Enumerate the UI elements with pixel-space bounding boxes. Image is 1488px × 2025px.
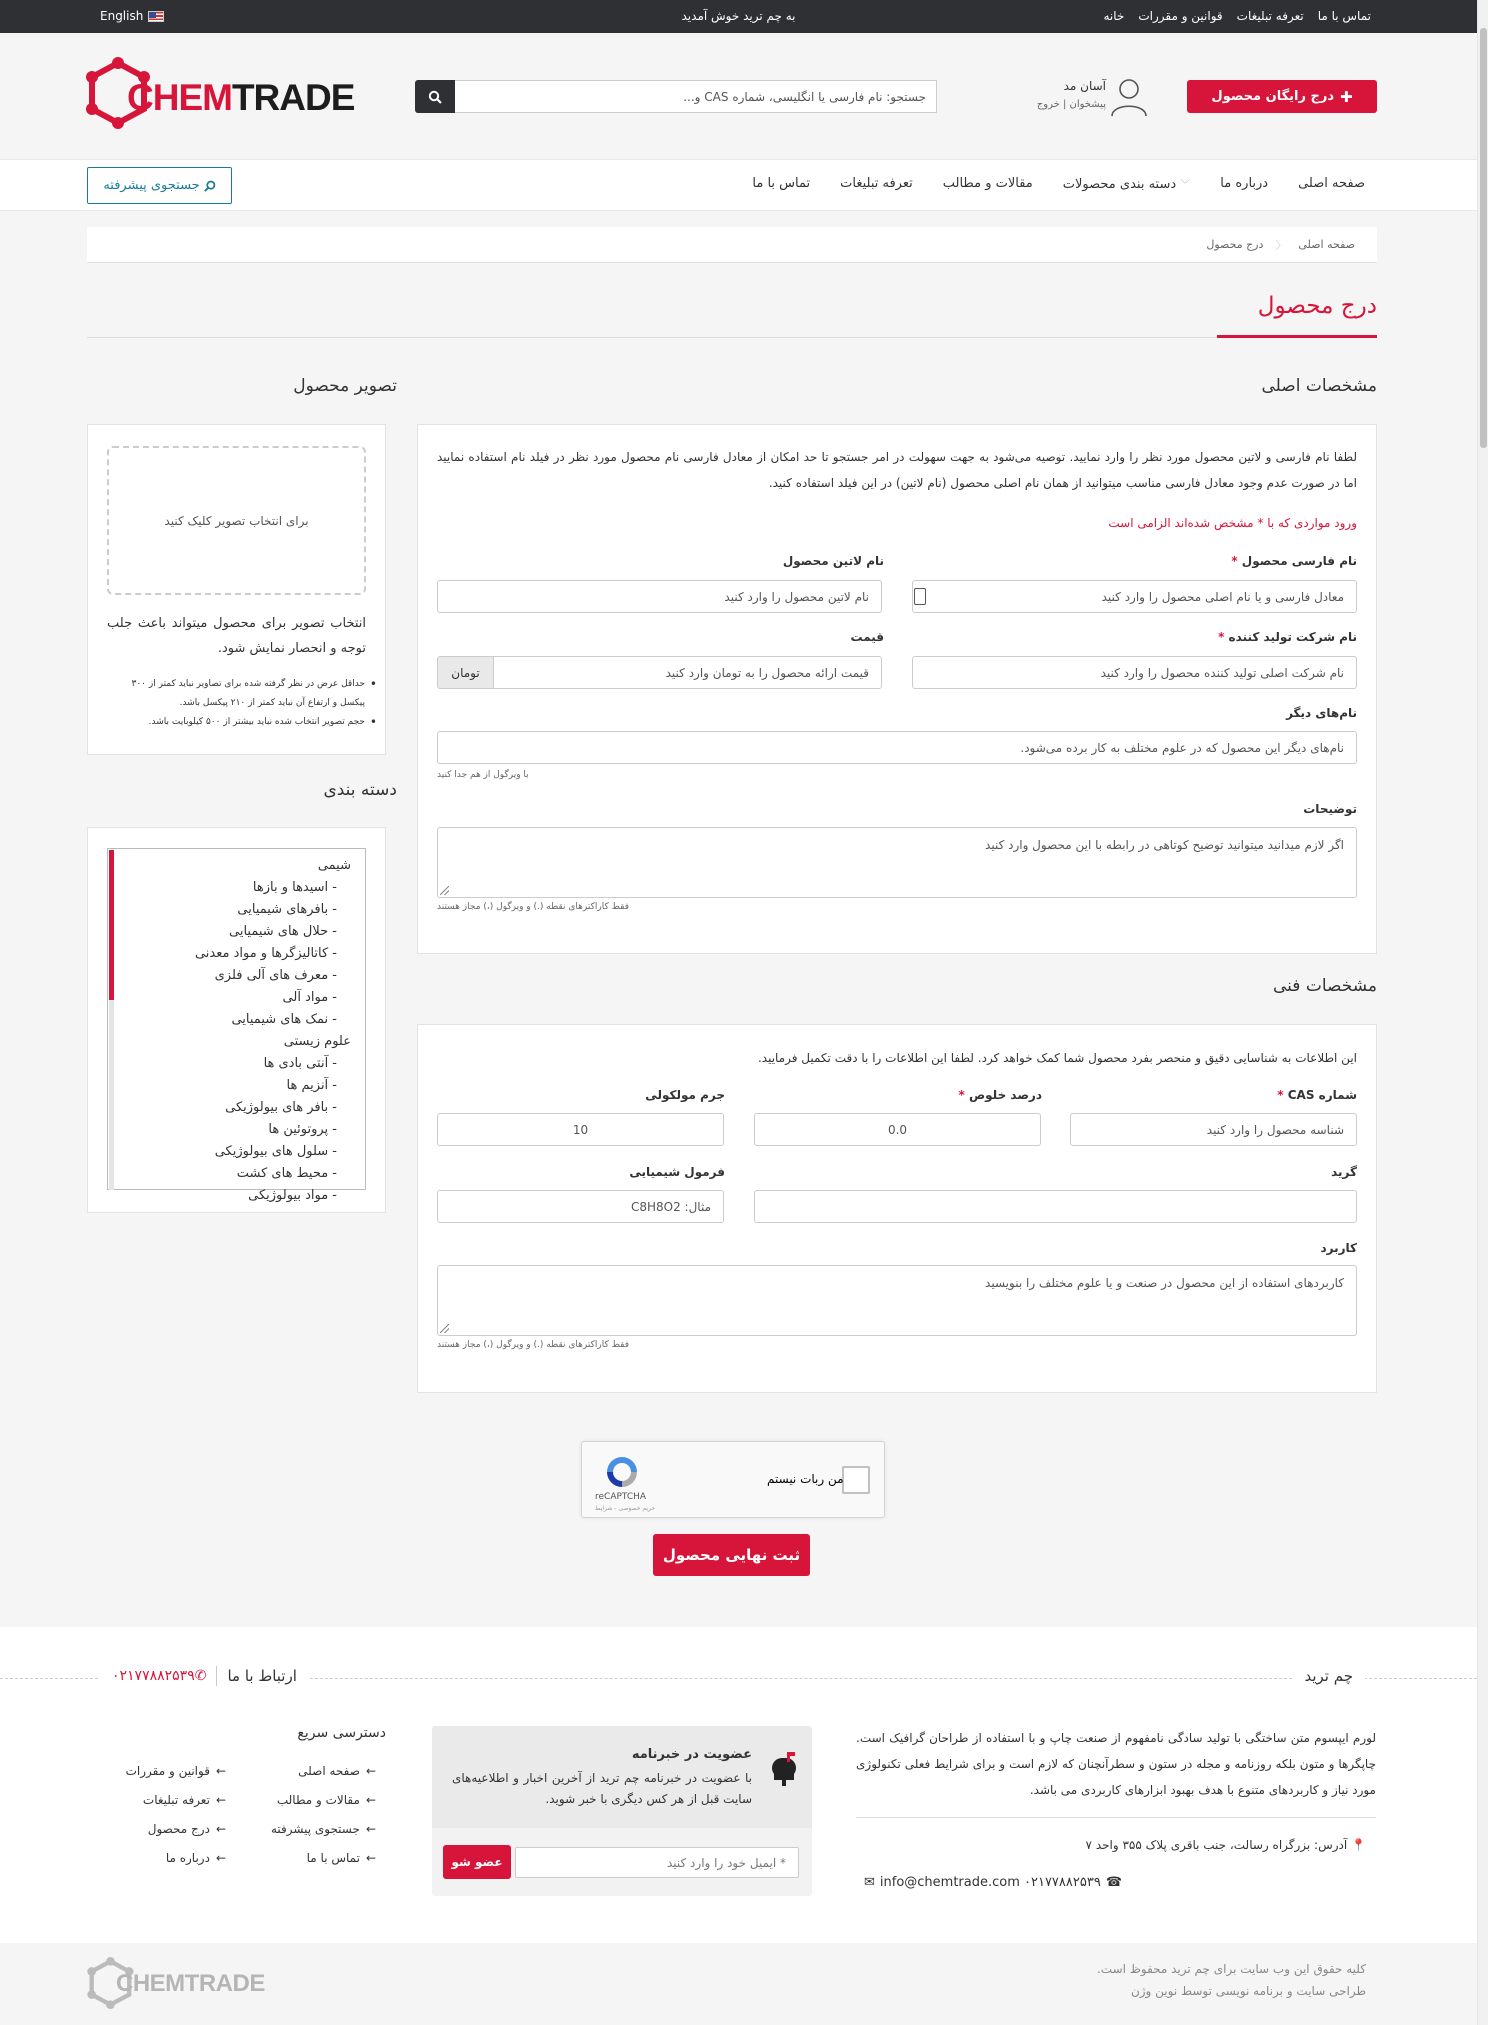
user-links[interactable]: پیشخوان | خروج [1036,99,1106,110]
image-info: انتخاب تصویر برای محصول میتواند باعث جلب توجه و انحصار نمایش شود. [107,616,366,656]
newsletter-subscribe-button[interactable]: عضو شو [443,1845,511,1879]
main-nav [0,159,1477,211]
search-icon [428,90,442,104]
description-hint: فقط کاراکترهای نقطه (.) و ویرگول (،) مجاز هستند [437,902,630,912]
quick-link-add-product[interactable]: ← درج محصول [126,1815,226,1844]
footer-logo-text: CHEMTRADE [116,1970,265,1997]
category-option[interactable]: - آنتی بادی ها [263,1056,337,1071]
persian-name-input[interactable]: معادل فارسی و یا نام اصلی محصول را وارد کنید [912,580,1357,613]
purity-input[interactable]: 0.0 [754,1113,1041,1146]
image-rules [107,675,377,732]
latin-name-input[interactable]: نام لاتین محصول را وارد کنید [437,580,882,613]
copyright-bar [0,1943,1477,2025]
usage-placeholder: کاربردهای استفاده از این محصول در صنعت و یا علوم مختلف را بنویسید [985,1276,1344,1290]
category-option[interactable]: - محیط های کشت [236,1166,337,1181]
category-option[interactable]: - نمک های شیمیایی [231,1012,337,1027]
footer-contact [100,1666,309,1686]
product-image-title: تصویر محصول [293,376,397,396]
header [0,33,1477,159]
main-specs-title: مشخصات اصلی [1261,376,1377,396]
breadcrumb-separator-icon: 〈 [1275,238,1287,252]
required-note: ورود مواردی که با * مشخص شده‌اند الزامی است [1108,516,1357,530]
persian-name-label: نام فارسی محصول * [1231,554,1357,568]
chevron-down-icon: ﹀ [1180,180,1191,191]
top-link-ads[interactable]: تعرفه تبلیغات [1236,9,1304,23]
other-names-input[interactable]: نام‌های دیگر این محصول که در علوم مختلف به کار برده می‌شود. [437,731,1357,764]
category-option[interactable]: - مواد آلی [282,990,337,1005]
footer-email[interactable]: ✉ info@chemtrade.com [864,1875,1020,1890]
recaptcha-brand: reCAPTCHA [595,1492,647,1502]
newsletter-title: عضویت در خبرنامه [631,1747,752,1762]
advanced-search-button[interactable] [87,167,232,204]
category-option[interactable]: - پروتوئین ها [268,1122,337,1137]
tech-specs-title: مشخصات فنی [1272,976,1377,996]
location-pin-icon: 📍 [1351,1838,1366,1852]
search-icon [204,180,216,192]
newsletter-box [432,1726,812,1896]
title-underline [1217,335,1377,338]
nav-item-categories[interactable]: دسته بندی محصولات ﹀ [1062,177,1191,192]
manufacturer-input[interactable]: نام شرکت اصلی تولید کننده محصول را وارد کنید [912,656,1357,689]
site-logo[interactable] [86,57,355,137]
quick-link-articles[interactable]: ← مقالات و مطالب [271,1786,376,1815]
breadcrumb [87,227,1377,263]
add-product-label: درج رایگان محصول [1211,89,1335,104]
footer-phone[interactable]: ۰۲۱۷۷۸۸۲۵۳۹ ☎ [1024,1875,1123,1890]
recaptcha-checkbox[interactable] [842,1466,870,1494]
latin-name-label: نام لاتین محصول [782,554,884,568]
nav-item-contact[interactable]: تماس با ما [752,176,811,191]
grade-input[interactable] [754,1190,1357,1223]
category-listbox[interactable] [107,848,366,1203]
resize-grip-icon[interactable] [440,1324,449,1333]
category-option[interactable]: - بافرهای شیمیایی [237,902,337,917]
main-specs-intro: لطفا نام فارسی و لاتین محصول مورد نظر را وارد نمایید. توصیه می‌شود به جهت سهولت در امر جستجو تا حد امکان از معادل فارسی نام محصول مورد نظر در فیلد نام استفاده نمایید اما در صورت عدم وجود معادل فارسی مناسب میتوانید از همان نام اصلی محصول (نام لاتین) در این فیلد استفاده کنید. [437,450,1357,490]
cas-label: شماره CAS * [1277,1088,1357,1102]
add-product-button[interactable] [1187,80,1377,113]
user-icon [1110,77,1148,117]
quick-access-col-2 [126,1757,226,1873]
top-link-contact[interactable]: تماس با ما [1317,9,1371,23]
language-label[interactable]: English [100,9,144,23]
welcome-text: به چم ترید خوش آمدید [681,9,796,23]
plus-icon: ✚ [1340,87,1353,106]
newsletter-email-input[interactable]: * ایمیل خود را وارد کنید [515,1847,799,1878]
search-bar [415,80,937,113]
submit-product-button[interactable]: ثبت نهایی محصول [653,1534,810,1576]
molecular-mass-input[interactable]: 10 [437,1113,724,1146]
category-group[interactable]: شیمی [317,858,351,873]
cas-input[interactable]: شناسه محصول را وارد کنید [1070,1113,1357,1146]
divider [216,1666,217,1686]
page-title: درج محصول [1257,293,1377,319]
page-scrollbar[interactable] [1477,0,1488,2025]
usage-textarea[interactable] [437,1265,1357,1336]
resize-grip-icon[interactable] [440,886,449,895]
search-input[interactable]: جستجو: نام فارسی یا انگلیسی، شماره CAS و... [455,80,937,113]
footer-about-divider [856,1817,1376,1818]
top-bar [0,0,1477,33]
copyright-text: کلیه حقوق این وب سایت برای چم ترید محفوظ است. [1096,1962,1366,1976]
quick-link-advanced-search[interactable]: ← جستجوی پیشرفته [271,1815,376,1844]
breadcrumb-current: درج محصول [1206,238,1264,251]
quick-link-about[interactable]: ← درباره ما [126,1844,226,1873]
nav-item-about[interactable]: درباره ما [1220,176,1269,191]
footer-contact-phone[interactable]: ✆۰۲۱۷۷۸۸۲۵۳۹ [112,1668,207,1684]
category-option[interactable]: - بافر های بیولوژیکی [225,1100,337,1115]
other-names-hint: با ویرگول از هم جدا کنید [437,770,529,780]
user-name[interactable]: آسان مد [1063,79,1106,93]
formula-input[interactable]: مثال: C8H8O2 [437,1190,724,1223]
category-option[interactable]: - مواد بیولوژیکی [248,1188,337,1203]
quick-link-ads[interactable]: ← تعرفه تبلیغات [126,1786,226,1815]
description-textarea[interactable] [437,827,1357,898]
nav-item-articles[interactable]: مقالات و مطالب [942,176,1033,191]
nav-items [752,176,1365,192]
category-list [121,855,351,1207]
credit-text[interactable]: طراحی سایت و برنامه نویسی توسط نوین وژن [1130,1984,1366,1998]
usage-label: کاربرد [1320,1241,1357,1255]
price-input[interactable]: قیمت ارائه محصول را به تومان وارد کنید [493,656,882,689]
top-link-home[interactable]: خانه [1103,9,1125,23]
quick-link-home[interactable]: ← صفحه اصلی [271,1757,376,1786]
quick-link-rules[interactable]: ← قوانین و مقررات [126,1757,226,1786]
quick-access-col-1 [271,1757,376,1873]
recaptcha-label: من ربات نیستم [767,1472,844,1486]
newsletter-description: با عضویت در خبرنامه چم ترید از آخرین اخبار و اطلاعیه‌های سایت قبل از هر کس دیگری با خبر شوید. [452,1771,752,1806]
footer-logo[interactable] [86,1953,265,2013]
footer-brand-title: چم ترید [1292,1667,1365,1685]
top-link-rules[interactable]: قوانین و مقررات [1138,9,1223,23]
logo-text: CHEMTRADE [127,77,355,118]
top-links [1103,9,1371,23]
molecular-mass-label: جرم مولکولی [645,1088,725,1102]
purity-label: درصد خلوص * [958,1088,1042,1102]
image-rule: • حجم تصویر انتخاب شده نباید بیشتر از ۵۰۰ کیلوبایت باشد. [107,713,377,732]
category-option[interactable]: - حلال های شیمیایی [229,924,337,939]
quick-link-contact[interactable]: ← تماس با ما [271,1844,376,1873]
category-scrollbar[interactable] [109,850,114,1190]
manufacturer-label: نام شرکت تولید کننده * [1218,630,1357,644]
breadcrumb-home[interactable]: صفحه اصلی [1298,238,1355,251]
footer-address: 📍 آدرس: بزرگراه رسالت، جنب باقری پلاک ۳۵۵ واحد ۷ [1085,1838,1366,1852]
mailbox-icon [770,1750,798,1786]
formula-label: فرمول شیمیایی [629,1165,725,1179]
image-rule: • حداقل عرض در نظر گرفته شده برای تصاویر نباید کمتر از ۳۰۰ پیکسل و ارتفاع آن نباید کمتر از ۲۱۰ پیکسل باشد. [107,675,377,713]
envelope-icon: ✉ [864,1875,875,1890]
image-dropzone[interactable]: برای انتخاب تصویر کلیک کنید [107,446,366,595]
nav-item-ads[interactable]: تعرفه تبلیغات [840,176,913,191]
recaptcha-logo-icon [602,1454,642,1490]
usage-hint: فقط کاراکترهای نقطه (.) و ویرگول (،) مجاز هستند [437,1340,630,1350]
description-label: توضیحات [1303,802,1357,816]
recaptcha-widget [581,1441,885,1518]
nav-item-home[interactable]: صفحه اصلی [1298,176,1365,191]
category-option[interactable]: - اسیدها و بازها [252,880,337,895]
description-placeholder: اگر لازم میدانید میتوانید توضیح کوتاهی در رابطه با این محصول وارد کنید [985,838,1344,852]
footer-about: لورم ایپسوم متن ساختگی با تولید سادگی نامفهوم از صنعت چاپ و با استفاده از طراحان گرافیک است. چاپگرها و متون بلکه روزنامه و مجله در ستون و سطرآنچنان که لازم است و برای شرایط فعلی تکنولوژی مورد نیاز و کاربردهای متنوع با هدف بهبود ابزارهای کاربردی می باشد. [856,1731,1376,1797]
price-unit-addon: تومان [437,656,494,689]
phone-icon: ✆ [194,1668,207,1684]
id-card-icon [914,588,926,605]
category-option[interactable]: - آنزیم ها [286,1078,337,1093]
category-group[interactable]: علوم زیستی [283,1034,351,1049]
tech-specs-intro: این اطلاعات به شناسایی دقیق و منحصر بفرد محصول شما کمک خواهد کرد. لطفا این اطلاعات را با دقت تکمیل فرمایید. [757,1051,1357,1065]
category-scroll-thumb[interactable] [109,850,114,1000]
category-option[interactable]: - معرف های آلی فلزی [214,968,337,983]
footer-contact-title: ارتباط با ما [227,1667,297,1685]
title-divider [87,337,1377,338]
recaptcha-terms[interactable]: حریم خصوصی - شرایط [595,1505,656,1512]
category-option[interactable]: - کاتالیزگرها و مواد معدنی [194,946,337,961]
grade-label: گرید [1331,1165,1357,1179]
other-names-label: نام‌های دیگر [1286,706,1357,720]
phone-icon: ☎ [1105,1875,1123,1890]
quick-access-title: دسترسی سریع [297,1725,386,1741]
price-label: قیمت [850,630,884,644]
advanced-search-label: جستجوی پیشرفته [103,178,200,193]
category-title: دسته بندی [323,780,397,800]
category-option[interactable]: - سلول های بیولوژیکی [214,1144,337,1159]
page-scroll-thumb[interactable] [1480,28,1487,448]
search-button[interactable] [415,80,455,113]
user-panel [1000,75,1150,121]
